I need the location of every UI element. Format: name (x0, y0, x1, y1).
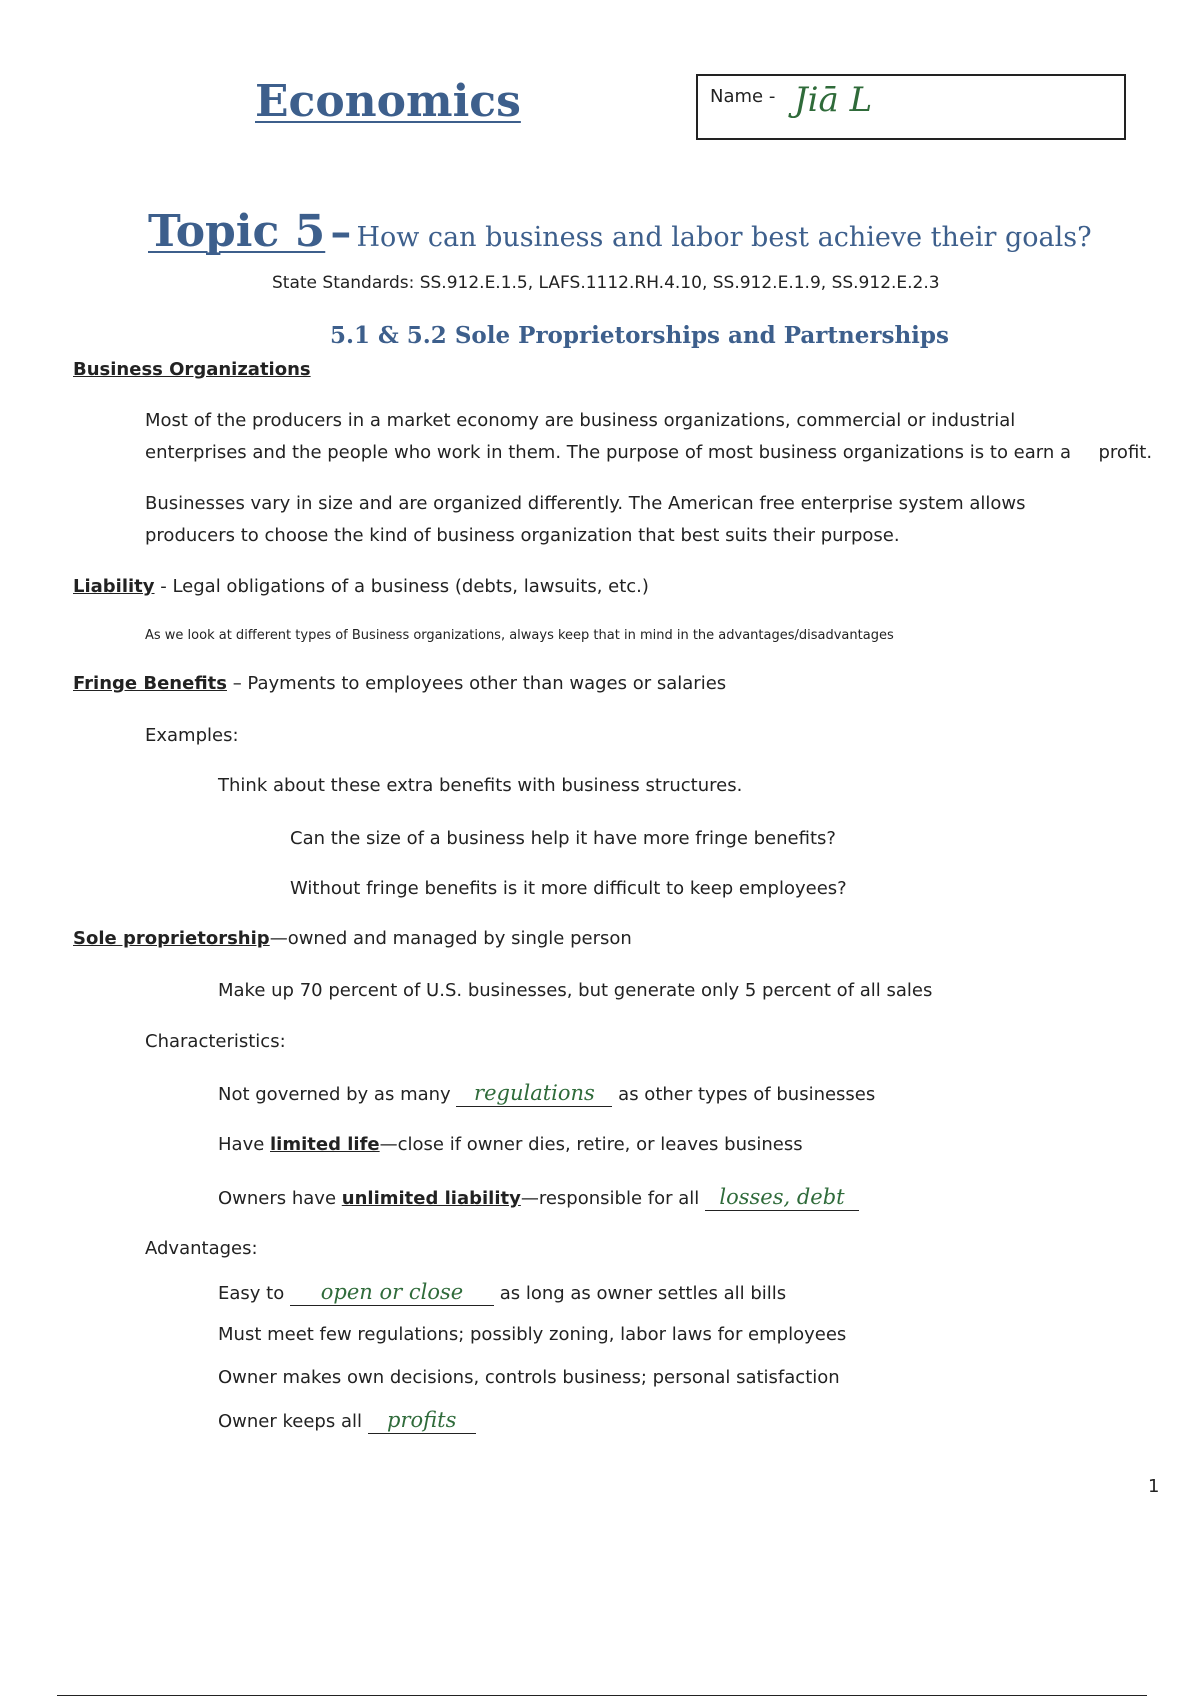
c3-after: —responsible for all (520, 1188, 700, 1209)
sole-line (73, 927, 632, 951)
advantage-2: Must meet few regulations; possibly zoning, labor laws for employees (218, 1324, 847, 1345)
bo-para1-line2-text: enterprises and the people who work in them. The purpose of most business organizations is to earn a (145, 442, 1072, 463)
section-heading: 5.1 & 5.2 Sole Proprietorships and Partnerships (330, 322, 949, 349)
c2-term: limited life (270, 1134, 380, 1155)
a1-before: Easy to (218, 1283, 285, 1304)
bo-para1-blank: profit. (1098, 442, 1153, 463)
sole-term: Sole proprietorship (73, 928, 270, 949)
liability-term: Liability (73, 576, 155, 597)
sole-stat: Make up 70 percent of U.S. businesses, but generate only 5 percent of all sales (218, 980, 933, 1001)
a1-after: as long as owner settles all bills (499, 1283, 787, 1304)
fringe-question-1: Can the size of a business help it have more fringe benefits? (290, 828, 836, 849)
name-signature: Jiā L (794, 80, 873, 120)
a1-answer: open or close (290, 1281, 494, 1306)
bo-para2-line1: Businesses vary in size and are organized differently. The American free enterprise system allows (145, 493, 1026, 514)
c1-after: as other types of businesses (618, 1084, 876, 1105)
fringe-line (73, 672, 726, 696)
page-number: 1 (1148, 1476, 1160, 1497)
c3-answer: losses, debt (705, 1186, 859, 1211)
topic-heading (148, 206, 1092, 257)
advantage-3: Owner makes own decisions, controls business; personal satisfaction (218, 1367, 840, 1388)
bo-para2-line2: producers to choose the kind of business organization that best suits their purpose. (145, 525, 900, 546)
bo-para1-line1: Most of the producers in a market economy are business organizations, commercial or industrial (145, 410, 1016, 431)
advantages-label: Advantages: (145, 1238, 258, 1259)
topic-label: Topic 5 (148, 206, 326, 257)
fringe-term: Fringe Benefits (73, 673, 227, 694)
fringe-think: Think about these extra benefits with business structures. (218, 775, 743, 796)
liability-note: As we look at different types of Business organizations, always keep that in mind in the advantages/disadvantages (145, 628, 894, 643)
c3-before: Owners have (218, 1188, 342, 1209)
c3-term: unlimited liability (341, 1188, 521, 1209)
page-title: Economics (255, 76, 521, 127)
name-label: Name - (710, 86, 776, 107)
characteristic-1 (218, 1082, 875, 1107)
fringe-examples-label: Examples: (145, 725, 239, 746)
characteristic-3 (218, 1186, 859, 1211)
sole-definition: —owned and managed by single person (269, 928, 632, 949)
characteristics-label: Characteristics: (145, 1031, 286, 1052)
advantage-1 (218, 1281, 786, 1306)
a4-answer: profits (368, 1409, 476, 1434)
advantage-4 (218, 1409, 476, 1434)
name-box (696, 74, 1126, 140)
c2-before: Have (218, 1134, 271, 1155)
topic-question: How can business and labor best achieve their goals? (356, 222, 1092, 253)
liability-definition: - Legal obligations of a business (debts, lawsuits, etc.) (154, 576, 649, 597)
topic-dash: – (330, 207, 352, 256)
business-organizations-heading: Business Organizations (73, 359, 311, 380)
c1-before: Not governed by as many (218, 1084, 451, 1105)
fringe-question-2: Without fringe benefits is it more difficult to keep employees? (290, 878, 847, 899)
a4-before: Owner keeps all (218, 1411, 362, 1432)
fringe-definition: – Payments to employees other than wages or salaries (226, 673, 727, 694)
bo-para1-line2 (145, 441, 1152, 465)
liability-line (73, 575, 649, 599)
c1-answer: regulations (456, 1082, 612, 1107)
state-standards: State Standards: SS.912.E.1.5, LAFS.1112.RH.4.10, SS.912.E.1.9, SS.912.E.2.3 (272, 273, 940, 293)
characteristic-2 (218, 1133, 803, 1157)
footer-rule (57, 1695, 1147, 1696)
c2-after: —close if owner dies, retire, or leaves business (379, 1134, 803, 1155)
